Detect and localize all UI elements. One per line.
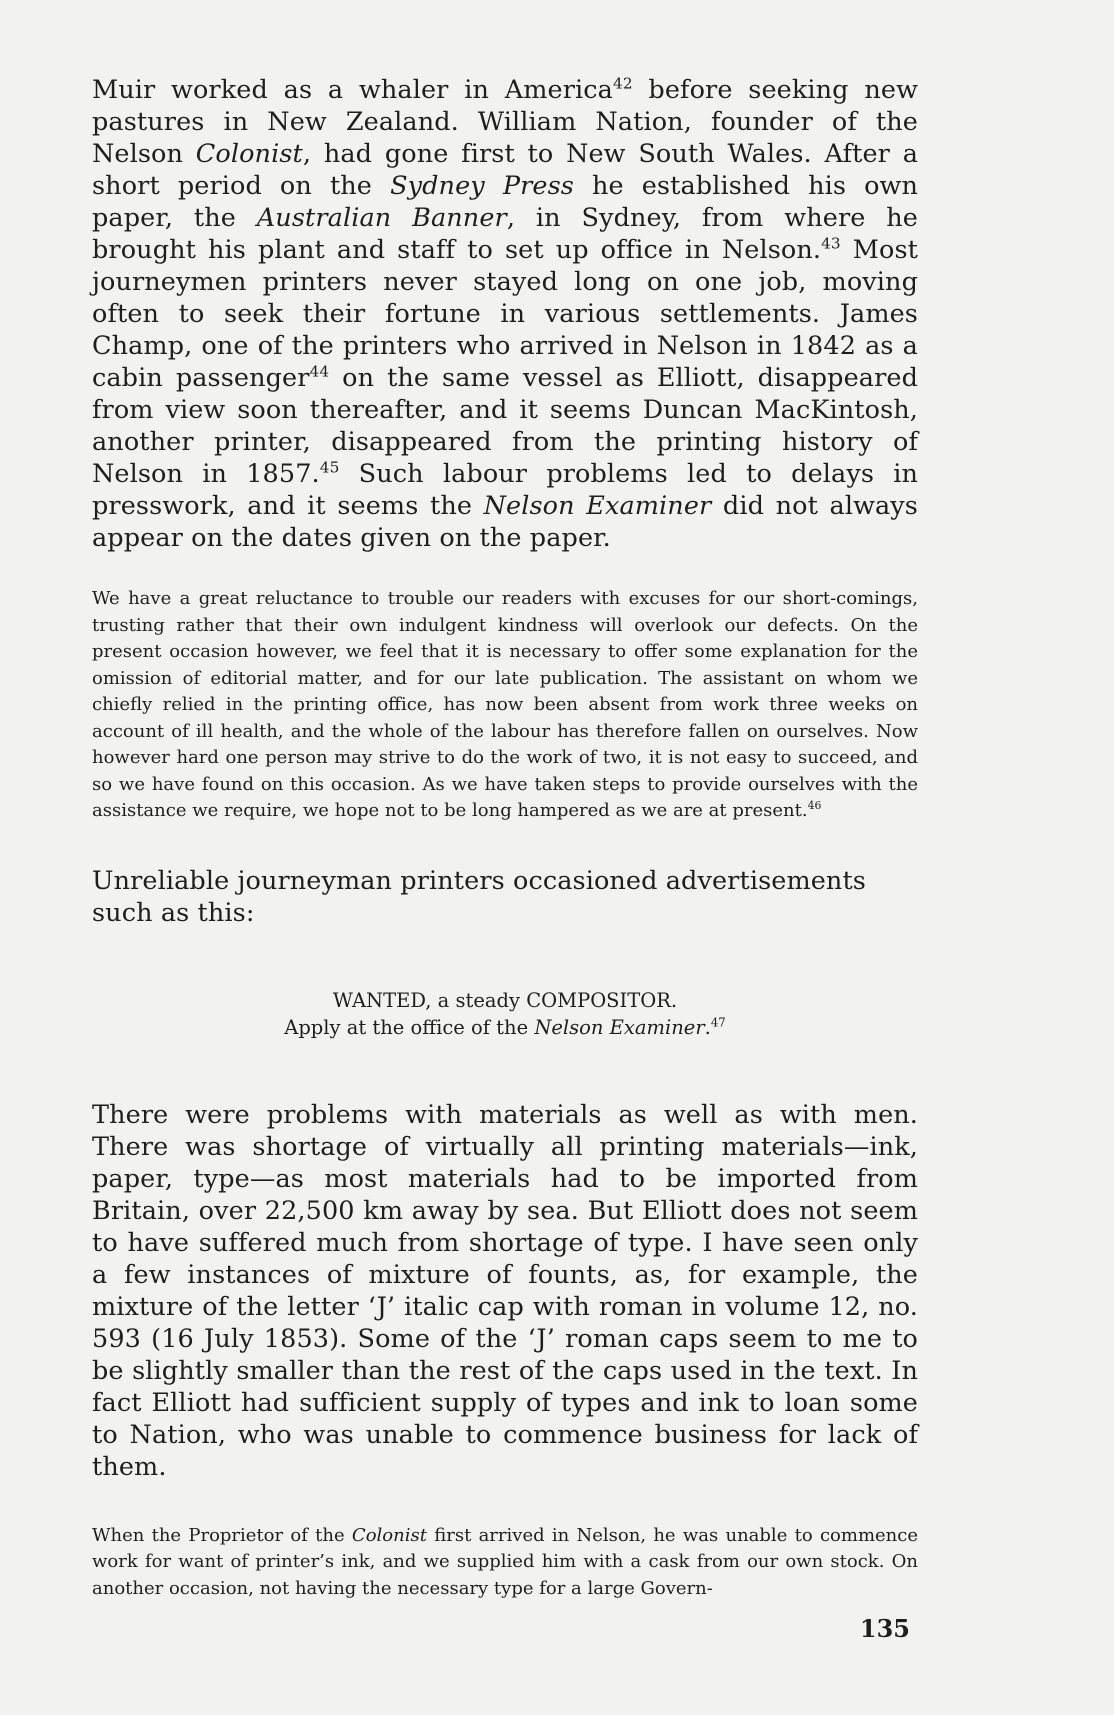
page-body [92, 74, 918, 1602]
text: did not always appear on the dates given on the paper. [92, 491, 918, 553]
text: There were problems with materials as well as with men. There was shortage of virtually all printing materials—ink, paper, type—as most materials had to be imported from Britain, over 22,500 km away by sea. But Elliott does not seem to have suffered much from shortage of type. I have seen only a few instances of mixture of founts, as, for example, the mixture of the letter ‘J’ italic cap with roman in volume 12, no. 593 (16 July 1853). Some of the ‘J’ roman caps seem to me to be slightly smaller than the rest of the caps used in the text. In fact Elliott had sufficient supply of types and ink to loan some to Nation, who was unable to commence business for lack of them. [92, 1099, 918, 1482]
paragraph-journeymen [92, 74, 918, 554]
text: Muir worked as a whaler in America [92, 75, 613, 105]
text: , had gone first to New South Wales. After a short period on the [92, 139, 918, 201]
italic-title: Colonist [351, 1524, 427, 1546]
text: on the same vessel as Elliott, disappeared from view soon thereafter, and it seems Duncan MacKintosh, another printer, disappeared from the printing history of Nelson in 1857. [92, 363, 919, 489]
text: Apply at the office of the [284, 1015, 535, 1039]
text: he established his own paper, the [92, 171, 918, 233]
text: before seeking new pastures in New Zealand. William Nation, founder of the Nelson [92, 75, 918, 169]
text: We have a great reluctance to trouble our readers with excuses for our short-comings, trusting rather that their own indulgent kindness will overlook our defects. On the present occasion however, we feel that it is necessary to offer some explanation for the omission of editorial matter, and for our late publication. The assistant on whom we chiefly relied in the printing office, has now been absent from work three weeks on account of ill health, and the whole of the labour has therefore fallen on ourselves. Now however hard one person may strive to do the work of two, it is not easy to succeed, and so we have found on this occasion. As we have taken steps to provide ourselves with the assistance we require, we hope not to be long hampered as we are at present. [92, 588, 918, 821]
footnote-ref-45: 45 [319, 458, 340, 477]
ad-line-wanted: WANTED, a steady COMPOSITOR. [332, 988, 678, 1012]
page-number: 135 [859, 1614, 910, 1643]
footnote-ref-47: 47 [710, 1015, 726, 1029]
ad-line-apply [92, 1014, 918, 1041]
footnote-ref-44: 44 [309, 362, 330, 381]
footnote-ref-46: 46 [807, 799, 822, 812]
italic-title: Nelson Examiner [483, 491, 712, 521]
block-quote-excuses [92, 586, 918, 825]
text: Most journeymen printers never stayed long on one job, moving often to seek their fortune in various settlements. James Champ, one of the printers who arrived in Nelson in 1842 as a cabin passenger [92, 235, 918, 393]
footnote-ref-42: 42 [612, 74, 633, 93]
text: Unreliable journeyman printers occasioned advertisements such as this: [92, 865, 866, 928]
text: . [704, 1015, 711, 1039]
text: Such labour problems led to delays in presswork, and it seems the [92, 459, 919, 521]
text: When the Proprietor of the [92, 1524, 352, 1546]
paragraph-materials [92, 1099, 918, 1483]
text: , in Sydney, from where he brought his plant and staff to set up office in Nelson. [92, 203, 918, 265]
italic-title: Nelson Examiner [534, 1015, 705, 1039]
paragraph-unreliable [92, 865, 918, 929]
italic-title: Australian Banner [256, 203, 507, 233]
advertisement-quote [92, 987, 918, 1041]
italic-title: Sydney Press [390, 171, 574, 201]
footnote-ref-43: 43 [821, 234, 841, 253]
italic-title: Colonist [195, 139, 303, 169]
text: first arrived in Nelson, he was unable to commence work for want of printer’s ink, and we supplied him with a cask from our own stock. On another occasion, not having the necessary type for a large Govern- [92, 1524, 918, 1599]
block-quote-colonist [92, 1523, 918, 1603]
